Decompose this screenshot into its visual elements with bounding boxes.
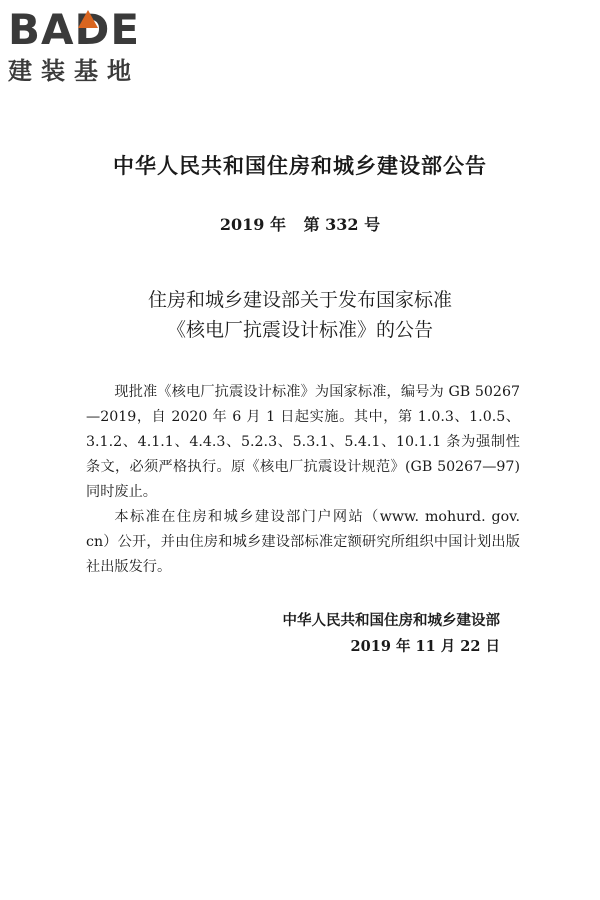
issue-date: 2019 年 11 月 22 日 bbox=[350, 638, 500, 655]
issuer-name: 中华人民共和国住房和城乡建设部 bbox=[282, 613, 500, 629]
announcement-no: 第 332 号 bbox=[303, 215, 381, 234]
subtitle-line-2: 《核电厂抗震设计标准》的公告 bbox=[166, 319, 433, 341]
announcement-title: 中华人民共和国住房和城乡建设部公告 bbox=[113, 154, 487, 178]
logo-subtitle: 建装基地 bbox=[8, 57, 140, 85]
subtitle-line-1: 住房和城乡建设部关于发布国家标准 bbox=[147, 289, 452, 311]
logo-brand-text: BADE bbox=[8, 5, 141, 54]
brand-logo bbox=[8, 6, 178, 90]
body-paragraph-1: 现批准《核电厂抗震设计标准》为国家标准，编号为 GB 50267—2019，自 2020 年 6 月 1 日起实施。其中，第 1.0.3、1.0.5、3.1.2、4.1.1、4.4.3、5.2.3、5.3.1、5.4.1、10.1.1 条为强制性条文，必须严格执行。原《核电厂抗震设计规范》(GB 50267—97)同时废止。 bbox=[86, 384, 520, 500]
announcement-subtitle bbox=[0, 285, 600, 345]
body-paragraph-2: 本标准在住房和城乡建设部门户网站（www. mohurd. gov. cn）公开，并由住房和城乡建设部标准定额研究所组织中国计划出版社出版发行。 bbox=[86, 509, 520, 575]
announcement-body bbox=[86, 380, 520, 580]
logo-accent-mark bbox=[78, 10, 98, 28]
announcement-year: 2019 年 bbox=[219, 215, 286, 234]
signature-block bbox=[283, 608, 501, 660]
announcement-number bbox=[0, 212, 600, 235]
